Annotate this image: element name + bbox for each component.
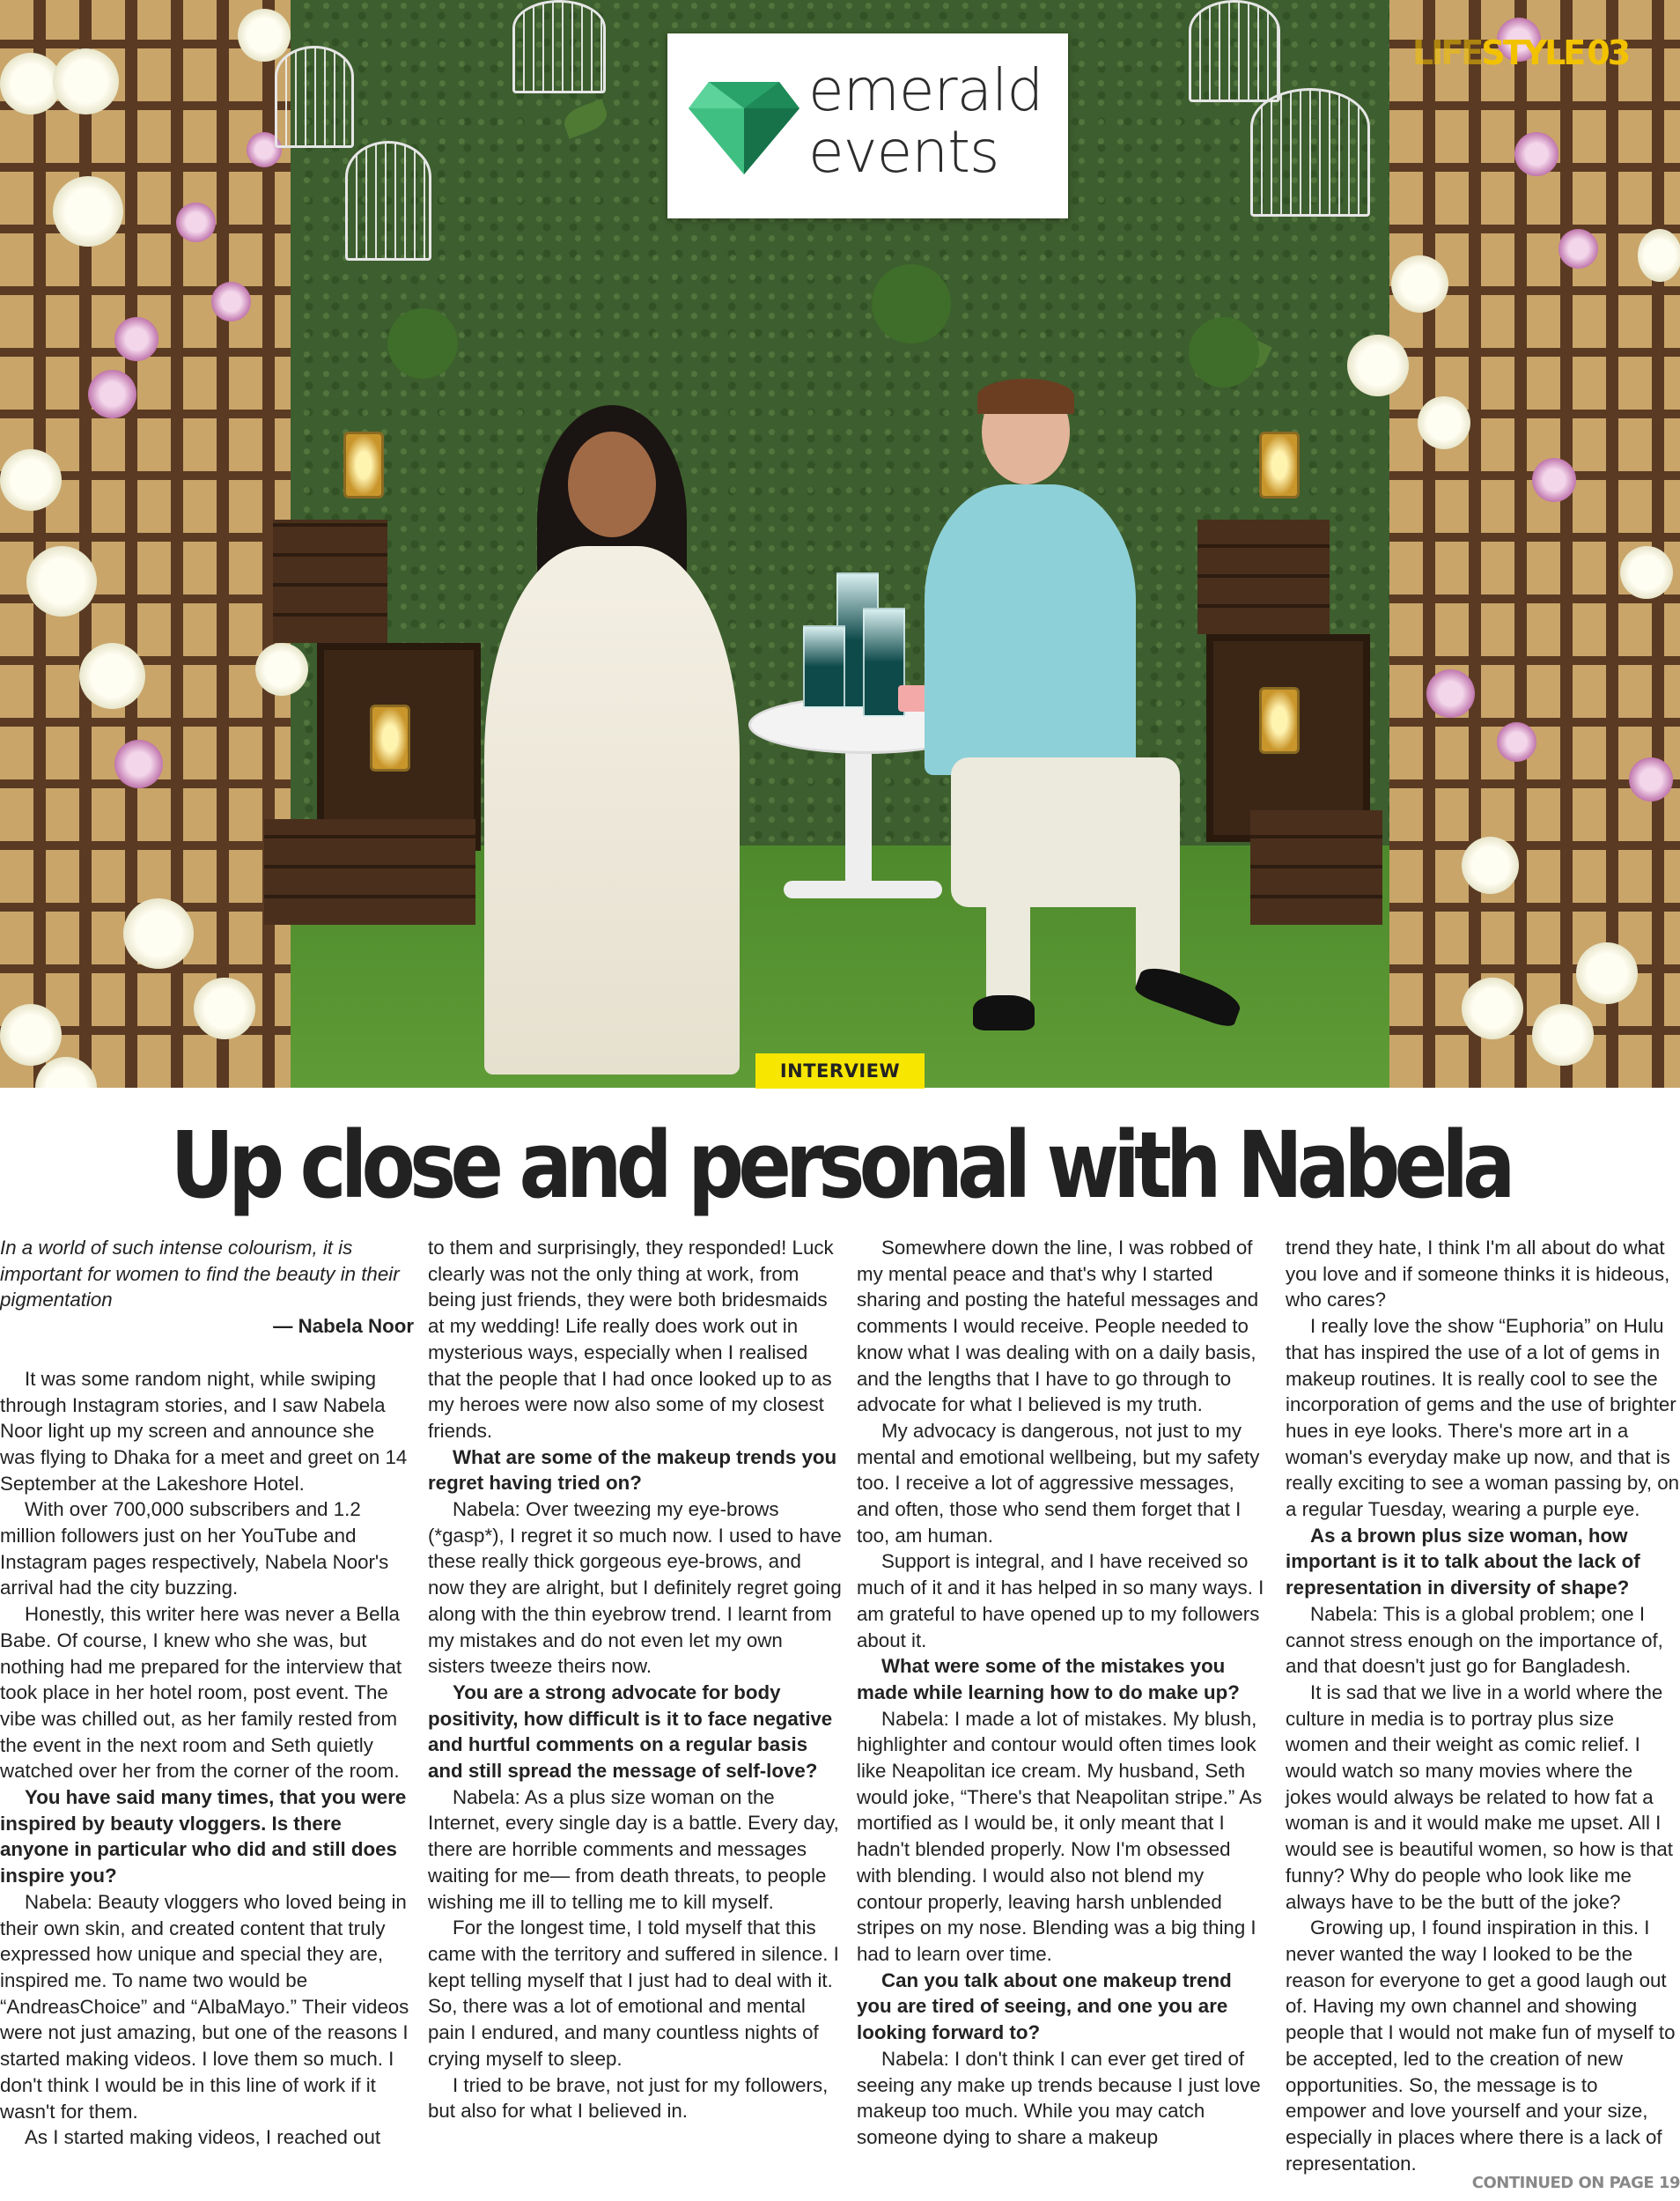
- white-trousers: [951, 757, 1180, 907]
- lantern-decoration: [343, 432, 384, 499]
- rose-decoration: [1576, 942, 1638, 1004]
- rose-decoration: [1532, 458, 1576, 502]
- paragraph: I tried to be brave, not just for my followers, but also for what I believed in.: [428, 2073, 829, 2123]
- paragraph: Honestly, this writer here was never a Bella Babe. Of course, I knew who she was, but nothing had me prepared for the interview that took place in her hotel room, post event. The vibe was chilled out, as her family rested from the event in the next room and Seth quietly watched over her from the corner of the room.: [0, 1603, 402, 1783]
- rose-decoration: [1532, 1004, 1594, 1066]
- paragraph: Nabela: I don't think I can ever get tired of seeing any make up trends because I just love makeup too much. While you may catch someone dying to share a makeup: [857, 2047, 1261, 2148]
- rose-decoration: [1558, 229, 1598, 269]
- rose-decoration: [1391, 255, 1448, 313]
- byline: — Nabela Noor: [273, 1315, 414, 1338]
- rose-decoration: [88, 370, 136, 418]
- emerald-gem-icon: [687, 73, 801, 179]
- rose-decoration: [1426, 669, 1475, 718]
- interview-question: Can you talk about one makeup trend you are tired of seeing, and one you are looking forward to?: [857, 1968, 1232, 2044]
- paragraph: Somewhere down the line, I was robbed of my mental peace and that's why I started sharing and posting the hateful messages and comments I would receive. People needed to know what I was dealing with on a daily basis, and the lengths that I have to go through to advocate for what I believed is my truth.: [857, 1237, 1259, 1416]
- wooden-crate: [264, 819, 475, 925]
- interview-question: What are some of the makeup trends you regret having tried on?: [428, 1445, 837, 1495]
- paragraph: With over 700,000 subscribers and 1.2 million followers just on her YouTube and Instagram pages respectively, Nabela Noor's arrival had the city buzzing.: [0, 1498, 389, 1599]
- interview-question: As a brown plus size woman, how important is it to talk about the lack of representation in diversity of shape?: [1286, 1524, 1640, 1599]
- continued-note: CONTINUED ON PAGE 19: [1471, 2174, 1680, 2192]
- rose-decoration: [1462, 978, 1523, 1039]
- paragraph: For the longest time, I told myself that this came with the territory and suffered in silence. I kept telling myself that I just had to deal with it. So, there was a lot of emotional and mental pain I endured, and many countless nights of crying myself to sleep.: [428, 1917, 839, 2070]
- paragraph: trend they hate, I think I'm all about do what you love and if someone thinks it is hideous, who cares?: [1286, 1237, 1670, 1311]
- sign-line-2: events: [808, 118, 999, 186]
- blue-kurta: [925, 484, 1136, 775]
- white-trousers: [986, 890, 1030, 1004]
- article-column-3: [857, 1235, 1271, 2151]
- moss-ball: [872, 264, 951, 343]
- paragraph: to them and surprisingly, they responded! Luck clearly was not the only thing at work, from being just friends, they were both bridesmaids at my wedding! Life really does work out in mysterious ways, especially when I realised that the people that I had once looked up to as my heroes were now also some of my closest friends.: [428, 1237, 834, 1442]
- interview-question: You have said many times, that you were inspired by beauty vloggers. Is there anyone in particular who did and still does inspire you?: [0, 1786, 407, 1887]
- rose-decoration: [1514, 132, 1558, 176]
- paragraph: Nabela: As a plus size woman on the Internet, every single day is a battle. Every day, there are horrible comments and messages waiting for me— from death threats, to people wishing me ill to telling me to kill myself.: [428, 1785, 839, 1913]
- paragraph: It was some random night, while swiping through Instagram stories, and I saw Nabela Noor light up my screen and announce she was flying to Dhaka for a meet and greet on 14 September at the Lakeshore Hotel.: [0, 1367, 408, 1495]
- face: [568, 432, 656, 537]
- sign-wordmark: [808, 56, 1064, 186]
- moss-ball: [387, 308, 458, 379]
- rose-decoration: [1620, 546, 1673, 599]
- rose-decoration: [26, 546, 97, 617]
- article-column-1: [0, 1235, 414, 2151]
- rose-decoration: [211, 282, 251, 321]
- page-number: 03: [1587, 33, 1629, 72]
- emerald-events-sign: [667, 33, 1068, 218]
- paragraph: Nabela: This is a global problem; one I cannot stress enough on the importance of, and that doesn't just go for Bangladesh.: [1286, 1602, 1663, 1678]
- interview-badge: INTERVIEW: [755, 1053, 925, 1089]
- paragraph: My advocacy is dangerous, not just to my mental and emotional wellbeing, but my safety too. I receive a lot of aggressive messages, and often, those who send them forget that I too, am human.: [857, 1419, 1260, 1547]
- rose-decoration: [123, 898, 194, 969]
- paragraph: As I started making videos, I reached out: [25, 2126, 381, 2149]
- rose-decoration: [53, 48, 119, 114]
- birdcage-decoration: [1250, 88, 1370, 217]
- birdcage-decoration: [1189, 0, 1280, 102]
- rose-decoration: [255, 643, 308, 696]
- rose-decoration: [53, 176, 123, 247]
- paragraph: Nabela: I made a lot of mistakes. My blush, highlighter and contour would often times look like Neapolitan ice cream. My husband, Seth would joke, “There's that Neapolitan stripe.” As mortified as I would be, it only meant that I hadn't blended properly. Now I'm obsessed with blending. I would also not blend my contour properly, leaving harsh unblended stripes on my nose. Blending was a big thing I had to learn over time.: [857, 1707, 1263, 1965]
- paragraph: Growing up, I found inspiration in this. I never wanted the way I looked to be the reason for everyone to get a good laugh out of. Having my own channel and showing people that I would not make fun of myself to be accepted, led to the creation of new opportunities. So, the message is to empower and love yourself and your size, especially in places where there is a lack of representation.: [1286, 1917, 1676, 2175]
- paragraph: It is sad that we live in a world where the culture in media is to portray plus size women and their weight as comic relief. I would watch so many movies where the jokes would always be related to how fat a woman is and it would make me upset. All I would see is beautiful women, so how is that funny? Why do people who look like me always have to be the butt of the joke?: [1286, 1680, 1673, 1913]
- birdcage-decoration: [275, 46, 354, 148]
- interview-question: What were some of the mistakes you made while learning how to do make up?: [857, 1655, 1240, 1703]
- black-shoe: [1133, 961, 1244, 1030]
- rose-decoration: [176, 203, 216, 242]
- rose-decoration: [1347, 335, 1409, 396]
- wooden-crate: [273, 520, 387, 643]
- white-gown: [484, 546, 740, 1075]
- lantern-decoration: [370, 705, 410, 772]
- section-life: LIFE: [1412, 33, 1482, 72]
- paragraph: Support is integral, and I have received so much of it and it has helped in so many ways. I am grateful to have opened up to my followers about it.: [857, 1550, 1264, 1651]
- paragraph: Nabela: Beauty vloggers who loved being in their own skin, and created content that truly expressed how unique and special they are, inspired me. To name two would be “AndreasChoice” and “AlbaMayo.” Their videos were not just amazing, but one of the reasons I started making videos. I love them so much. I don't think I would be in this line of work if it wasn't for them.: [0, 1890, 409, 2123]
- rose-decoration: [114, 317, 158, 361]
- rose-decoration: [238, 9, 291, 62]
- rose-decoration: [114, 740, 163, 788]
- rose-decoration: [1497, 722, 1536, 762]
- moss-ball: [1189, 317, 1259, 388]
- section-style: STYLE: [1481, 33, 1584, 72]
- birdcage-decoration: [345, 141, 431, 261]
- hair: [977, 379, 1074, 414]
- rose-decoration: [79, 643, 145, 709]
- hero-photo: [0, 0, 1680, 1088]
- rose-decoration: [1629, 757, 1673, 801]
- birdcage-decoration: [512, 0, 606, 93]
- article-column-2: [428, 1235, 842, 2124]
- table-leg: [845, 740, 872, 898]
- interview-question: You are a strong advocate for body positivity, how difficult is it to face negative and hurtful comments on a regular basis and still spread the message of self-love?: [428, 1680, 833, 1783]
- person-nabela: [475, 405, 748, 1075]
- section-tag: [1412, 33, 1628, 72]
- sign-line-1: emerald: [808, 56, 1043, 124]
- rose-decoration: [194, 978, 255, 1039]
- pull-quote: In a world of such intense colourism, it is important for women to find the beauty in their pigmentation: [0, 1237, 400, 1311]
- person-seth: [916, 379, 1286, 1048]
- rose-decoration: [0, 1004, 62, 1066]
- headline: Up close and personal with Nabela: [170, 1112, 1510, 1219]
- rose-decoration: [1638, 229, 1680, 282]
- vase: [803, 625, 845, 708]
- article-column-4: [1286, 1235, 1680, 2176]
- rose-decoration: [1462, 837, 1519, 894]
- paragraph: Nabela: Over tweezing my eye-brows (*gasp*), I regret it so much now. I used to have these really thick gorgeous eye-brows, and now they are alright, but I definitely regret going along with the thin eyebrow trend. I learnt from my mistakes and do not even let my own sisters tweeze theirs now.: [428, 1498, 842, 1678]
- rose-decoration: [0, 449, 62, 511]
- black-shoe: [973, 995, 1035, 1030]
- paragraph: I really love the show “Euphoria” on Hulu that has inspired the use of a lot of gems in makeup routines. It is really cool to see the incorporation of gems and the use of brighter hues in eye looks. There's more art in a woman's everyday make up now, and that is really exciting to see a woman passing by, on a regular Tuesday, wearing a purple eye.: [1286, 1315, 1680, 1521]
- rose-decoration: [1418, 396, 1470, 449]
